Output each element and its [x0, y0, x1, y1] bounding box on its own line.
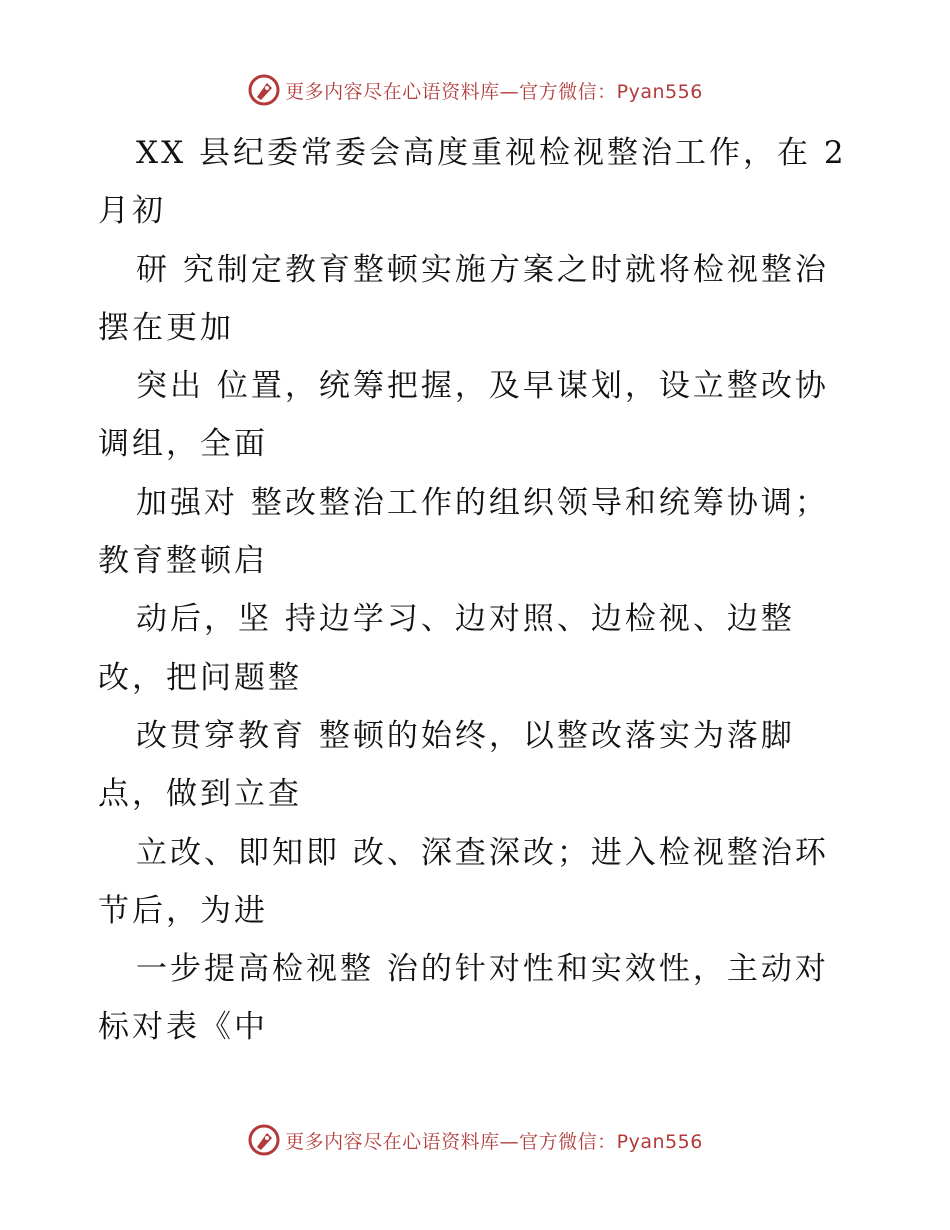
document-body — [98, 124, 847, 1057]
text-line: 加强对 整改整治工作的组织领导和统筹协调； — [136, 484, 829, 521]
text-line: 点，做到立查 — [98, 776, 302, 813]
text-line: 突出 位置，统筹把握，及早谋划，设立整改协 — [136, 368, 829, 405]
footer-banner-text: 更多内容尽在心语资料库—官方微信：Pyan556 — [285, 1130, 703, 1153]
text-line: 月初 — [98, 193, 166, 230]
text-line: 节后，为进 — [98, 892, 268, 929]
header-banner-text: 更多内容尽在心语资料库—官方微信：Pyan556 — [285, 80, 703, 103]
pen-nib-logo-icon — [247, 73, 281, 107]
text-line: 教育整顿启 — [98, 543, 268, 580]
text-line: 标对表《中 — [98, 1009, 268, 1046]
text-line: 改贯穿教育 整顿的始终，以整改落实为落脚 — [136, 717, 795, 754]
text-line: 立改、即知即 改、深查深改；进入检视整治环 — [136, 834, 829, 871]
text-line: 改，把问题整 — [98, 659, 302, 696]
text-line: 调组，全面 — [98, 426, 268, 463]
text-line: 摆在更加 — [98, 309, 234, 346]
text-line: 一步提高检视整 治的针对性和实效性，主动对 — [136, 951, 829, 988]
text-line: XX 县纪委常委会高度重视检视整治工作，在 2 — [136, 135, 847, 171]
footer-banner — [0, 1120, 950, 1160]
pen-nib-logo-icon — [247, 1123, 281, 1157]
header-banner — [0, 70, 950, 110]
text-line: 研 究制定教育整顿实施方案之时就将检视整治 — [136, 251, 829, 288]
text-line: 动后，坚 持边学习、边对照、边检视、边整 — [136, 601, 795, 638]
